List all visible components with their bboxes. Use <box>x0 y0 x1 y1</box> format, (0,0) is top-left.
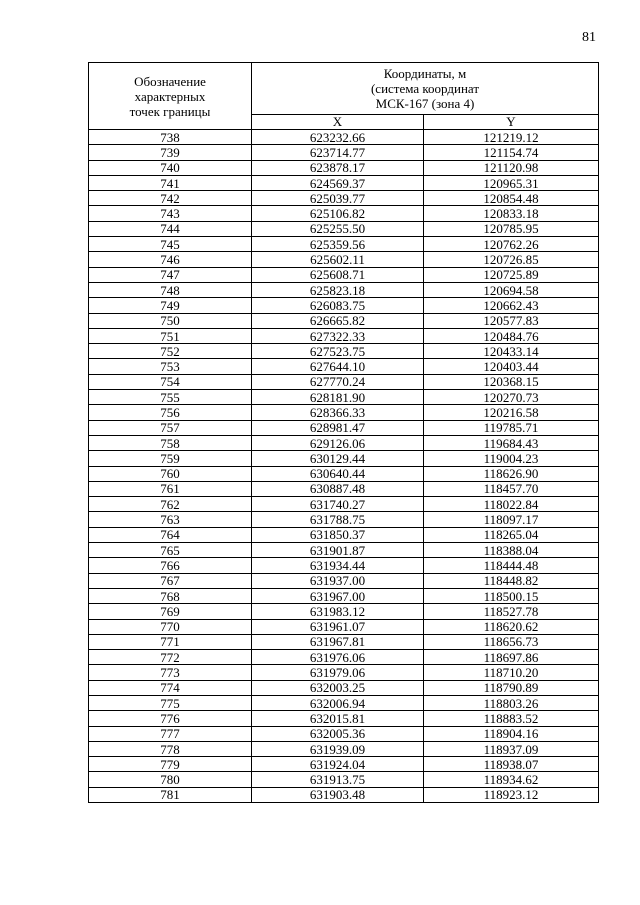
table-row <box>89 130 599 145</box>
table-row <box>89 497 599 512</box>
point-cell: 766 <box>89 558 252 573</box>
y-coordinate-cell: 118448.82 <box>424 573 599 588</box>
y-coordinate-cell: 119004.23 <box>424 451 599 466</box>
x-coordinate-cell: 630640.44 <box>252 466 424 481</box>
x-coordinate-cell: 631788.75 <box>252 512 424 527</box>
table-row <box>89 711 599 726</box>
y-coordinate-cell: 121219.12 <box>424 130 599 145</box>
point-cell: 740 <box>89 160 252 175</box>
table-row <box>89 221 599 236</box>
x-coordinate-cell: 628366.33 <box>252 405 424 420</box>
point-cell: 757 <box>89 420 252 435</box>
y-coordinate-cell: 120577.83 <box>424 313 599 328</box>
x-coordinate-cell: 631901.87 <box>252 543 424 558</box>
x-coordinate-cell: 631967.81 <box>252 634 424 649</box>
table-body <box>89 130 599 803</box>
y-coordinate-cell: 118938.07 <box>424 757 599 772</box>
x-coordinate-cell: 631937.00 <box>252 573 424 588</box>
table-row <box>89 145 599 160</box>
y-coordinate-cell: 120662.43 <box>424 298 599 313</box>
point-cell: 771 <box>89 634 252 649</box>
point-cell: 774 <box>89 680 252 695</box>
table-row <box>89 726 599 741</box>
table-row <box>89 313 599 328</box>
x-coordinate-cell: 628981.47 <box>252 420 424 435</box>
point-cell: 770 <box>89 619 252 634</box>
point-cell: 748 <box>89 282 252 297</box>
y-coordinate-cell: 118457.70 <box>424 481 599 496</box>
x-coordinate-cell: 632005.36 <box>252 726 424 741</box>
x-coordinate-cell: 632003.25 <box>252 680 424 695</box>
table-row <box>89 512 599 527</box>
table-row <box>89 665 599 680</box>
point-cell: 760 <box>89 466 252 481</box>
x-coordinate-cell: 623714.77 <box>252 145 424 160</box>
table-row <box>89 390 599 405</box>
point-cell: 750 <box>89 313 252 328</box>
x-coordinate-cell: 625823.18 <box>252 282 424 297</box>
x-coordinate-cell: 631924.04 <box>252 757 424 772</box>
y-coordinate-cell: 119684.43 <box>424 435 599 450</box>
y-coordinate-cell: 120762.26 <box>424 237 599 252</box>
point-cell: 758 <box>89 435 252 450</box>
point-cell: 767 <box>89 573 252 588</box>
table-row <box>89 543 599 558</box>
point-cell: 754 <box>89 374 252 389</box>
header-x: X <box>252 115 424 130</box>
header-y: Y <box>424 115 599 130</box>
table-row <box>89 435 599 450</box>
x-coordinate-cell: 631850.37 <box>252 527 424 542</box>
table-row <box>89 160 599 175</box>
y-coordinate-cell: 118904.16 <box>424 726 599 741</box>
x-coordinate-cell: 623232.66 <box>252 130 424 145</box>
x-coordinate-cell: 626665.82 <box>252 313 424 328</box>
y-coordinate-cell: 118527.78 <box>424 604 599 619</box>
table-row <box>89 527 599 542</box>
table-row <box>89 374 599 389</box>
point-cell: 775 <box>89 695 252 710</box>
y-coordinate-cell: 118803.26 <box>424 695 599 710</box>
y-coordinate-cell: 120216.58 <box>424 405 599 420</box>
x-coordinate-cell: 627770.24 <box>252 374 424 389</box>
y-coordinate-cell: 120726.85 <box>424 252 599 267</box>
table-row <box>89 481 599 496</box>
point-cell: 743 <box>89 206 252 221</box>
table-row <box>89 267 599 282</box>
table-row <box>89 680 599 695</box>
y-coordinate-cell: 118388.04 <box>424 543 599 558</box>
point-cell: 765 <box>89 543 252 558</box>
point-cell: 772 <box>89 650 252 665</box>
header-point-line-1: Обозначение <box>134 73 206 89</box>
x-coordinate-cell: 632006.94 <box>252 695 424 710</box>
table-row <box>89 298 599 313</box>
x-coordinate-cell: 626083.75 <box>252 298 424 313</box>
x-coordinate-cell: 631934.44 <box>252 558 424 573</box>
y-coordinate-cell: 120965.31 <box>424 175 599 190</box>
point-cell: 768 <box>89 588 252 603</box>
point-cell: 759 <box>89 451 252 466</box>
point-cell: 755 <box>89 390 252 405</box>
x-coordinate-cell: 623878.17 <box>252 160 424 175</box>
point-cell: 756 <box>89 405 252 420</box>
x-coordinate-cell: 632015.81 <box>252 711 424 726</box>
point-cell: 745 <box>89 237 252 252</box>
y-coordinate-cell: 118937.09 <box>424 741 599 756</box>
table-row <box>89 359 599 374</box>
y-coordinate-cell: 118934.62 <box>424 772 599 787</box>
y-coordinate-cell: 118883.52 <box>424 711 599 726</box>
x-coordinate-cell: 631961.07 <box>252 619 424 634</box>
x-coordinate-cell: 627644.10 <box>252 359 424 374</box>
table-row <box>89 634 599 649</box>
table-row <box>89 588 599 603</box>
x-coordinate-cell: 631979.06 <box>252 665 424 680</box>
point-cell: 773 <box>89 665 252 680</box>
y-coordinate-cell: 120694.58 <box>424 282 599 297</box>
table-row <box>89 252 599 267</box>
header-coordinates <box>252 63 599 115</box>
header-point-designation <box>89 63 252 130</box>
x-coordinate-cell: 631976.06 <box>252 650 424 665</box>
y-coordinate-cell: 118500.15 <box>424 588 599 603</box>
coordinates-table <box>88 62 599 803</box>
point-cell: 777 <box>89 726 252 741</box>
y-coordinate-cell: 120270.73 <box>424 390 599 405</box>
x-coordinate-cell: 630887.48 <box>252 481 424 496</box>
x-coordinate-cell: 625039.77 <box>252 191 424 206</box>
x-coordinate-cell: 627322.33 <box>252 328 424 343</box>
y-coordinate-cell: 121154.74 <box>424 145 599 160</box>
table-row <box>89 466 599 481</box>
y-coordinate-cell: 118620.62 <box>424 619 599 634</box>
table-row <box>89 344 599 359</box>
table-row <box>89 191 599 206</box>
y-coordinate-cell: 118265.04 <box>424 527 599 542</box>
header-point-line-3: точек границы <box>129 103 211 119</box>
table-row <box>89 757 599 772</box>
x-coordinate-cell: 627523.75 <box>252 344 424 359</box>
table-row <box>89 619 599 634</box>
page-number: 81 <box>582 30 596 45</box>
x-coordinate-cell: 625255.50 <box>252 221 424 236</box>
y-coordinate-cell: 120484.76 <box>424 328 599 343</box>
y-coordinate-cell: 120785.95 <box>424 221 599 236</box>
y-coordinate-cell: 120725.89 <box>424 267 599 282</box>
point-cell: 780 <box>89 772 252 787</box>
point-cell: 742 <box>89 191 252 206</box>
x-coordinate-cell: 625106.82 <box>252 206 424 221</box>
point-cell: 739 <box>89 145 252 160</box>
table-row <box>89 420 599 435</box>
x-coordinate-cell: 631967.00 <box>252 588 424 603</box>
table-row <box>89 650 599 665</box>
point-cell: 778 <box>89 741 252 756</box>
table-row <box>89 282 599 297</box>
point-cell: 781 <box>89 787 252 802</box>
point-cell: 753 <box>89 359 252 374</box>
table-row <box>89 695 599 710</box>
y-coordinate-cell: 120854.48 <box>424 191 599 206</box>
y-coordinate-cell: 118710.20 <box>424 665 599 680</box>
table-row <box>89 741 599 756</box>
header-coords-line-1: Координаты, м <box>383 66 467 81</box>
header-coords-line-3: МСК-167 (зона 4) <box>375 96 475 111</box>
x-coordinate-cell: 628181.90 <box>252 390 424 405</box>
table-row <box>89 175 599 190</box>
y-coordinate-cell: 118697.86 <box>424 650 599 665</box>
x-coordinate-cell: 631983.12 <box>252 604 424 619</box>
table-row <box>89 558 599 573</box>
table-row <box>89 787 599 802</box>
point-cell: 744 <box>89 221 252 236</box>
x-coordinate-cell: 631913.75 <box>252 772 424 787</box>
table-row <box>89 405 599 420</box>
y-coordinate-cell: 119785.71 <box>424 420 599 435</box>
y-coordinate-cell: 118097.17 <box>424 512 599 527</box>
x-coordinate-cell: 625602.11 <box>252 252 424 267</box>
point-cell: 776 <box>89 711 252 726</box>
y-coordinate-cell: 118022.84 <box>424 497 599 512</box>
point-cell: 741 <box>89 175 252 190</box>
y-coordinate-cell: 120433.14 <box>424 344 599 359</box>
y-coordinate-cell: 118923.12 <box>424 787 599 802</box>
point-cell: 763 <box>89 512 252 527</box>
header-point-line-2: характерных <box>134 88 206 104</box>
table-row <box>89 604 599 619</box>
table-row <box>89 328 599 343</box>
point-cell: 747 <box>89 267 252 282</box>
y-coordinate-cell: 118626.90 <box>424 466 599 481</box>
table-row <box>89 772 599 787</box>
point-cell: 764 <box>89 527 252 542</box>
y-coordinate-cell: 120833.18 <box>424 206 599 221</box>
point-cell: 749 <box>89 298 252 313</box>
y-coordinate-cell: 120403.44 <box>424 359 599 374</box>
x-coordinate-cell: 631740.27 <box>252 497 424 512</box>
x-coordinate-cell: 630129.44 <box>252 451 424 466</box>
y-coordinate-cell: 118790.89 <box>424 680 599 695</box>
point-cell: 752 <box>89 344 252 359</box>
x-coordinate-cell: 625359.56 <box>252 237 424 252</box>
point-cell: 751 <box>89 328 252 343</box>
point-cell: 762 <box>89 497 252 512</box>
table-header <box>89 63 599 130</box>
table-row <box>89 451 599 466</box>
x-coordinate-cell: 631903.48 <box>252 787 424 802</box>
y-coordinate-cell: 118444.48 <box>424 558 599 573</box>
header-coords-line-2: (система координат <box>370 81 480 96</box>
x-coordinate-cell: 624569.37 <box>252 175 424 190</box>
x-coordinate-cell: 631939.09 <box>252 741 424 756</box>
table-row <box>89 237 599 252</box>
y-coordinate-cell: 120368.15 <box>424 374 599 389</box>
table-row <box>89 206 599 221</box>
y-coordinate-cell: 118656.73 <box>424 634 599 649</box>
y-coordinate-cell: 121120.98 <box>424 160 599 175</box>
table-row <box>89 573 599 588</box>
point-cell: 769 <box>89 604 252 619</box>
point-cell: 761 <box>89 481 252 496</box>
point-cell: 779 <box>89 757 252 772</box>
point-cell: 738 <box>89 130 252 145</box>
x-coordinate-cell: 625608.71 <box>252 267 424 282</box>
point-cell: 746 <box>89 252 252 267</box>
x-coordinate-cell: 629126.06 <box>252 435 424 450</box>
